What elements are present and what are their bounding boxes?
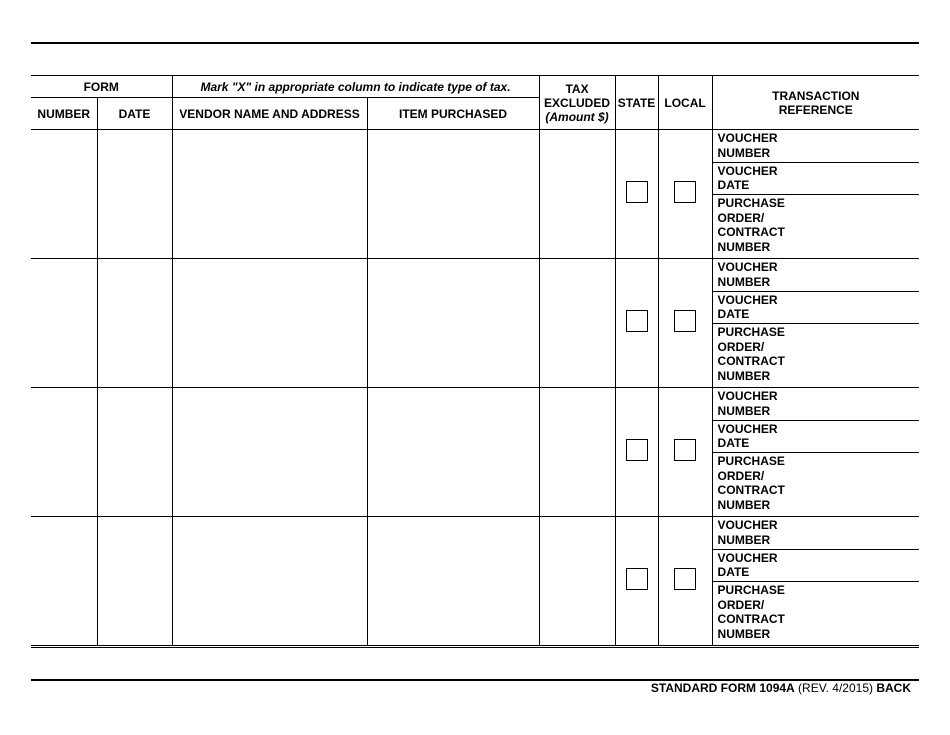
vendor-header: VENDOR NAME AND ADDRESS — [172, 98, 367, 130]
voucher-date-field[interactable] — [713, 550, 920, 583]
item-field[interactable] — [367, 130, 539, 259]
tax-excluded-header — [539, 76, 615, 130]
state-cell — [615, 388, 658, 517]
voucher-number-field[interactable] — [713, 517, 920, 550]
entry-row — [31, 388, 919, 517]
vendor-field[interactable] — [172, 388, 367, 517]
top-rule — [31, 42, 919, 44]
po-contract-number-label: PURCHASE ORDER/ CONTRACT NUMBER — [717, 583, 785, 641]
po-contract-number-label: PURCHASE ORDER/ CONTRACT NUMBER — [717, 454, 785, 512]
state-checkbox[interactable] — [626, 181, 648, 203]
vendor-field[interactable] — [172, 517, 367, 646]
form-number-field[interactable] — [31, 388, 97, 517]
mark-instruction: Mark "X" in appropriate column to indicate type of tax. — [172, 76, 539, 98]
voucher-number-label: VOUCHER NUMBER — [717, 260, 778, 289]
entry-row — [31, 517, 919, 646]
voucher-date-label: VOUCHER DATE — [717, 292, 778, 321]
local-cell — [658, 130, 712, 259]
voucher-number-label: VOUCHER NUMBER — [717, 389, 778, 418]
form-name: STANDARD FORM 1094A — [650, 681, 795, 695]
item-header: ITEM PURCHASED — [367, 98, 539, 130]
transaction-reference-cell — [712, 517, 919, 646]
entry-row — [31, 259, 919, 388]
voucher-date-field[interactable] — [713, 421, 920, 454]
po-contract-number-label: PURCHASE ORDER/ CONTRACT NUMBER — [717, 325, 785, 383]
number-header: NUMBER — [31, 98, 97, 130]
form-number-field[interactable] — [31, 517, 97, 646]
form-date-field[interactable] — [97, 130, 172, 259]
tax-amount-field[interactable] — [539, 388, 615, 517]
form-number-field[interactable] — [31, 130, 97, 259]
form-revision: (REV. 4/2015) — [798, 681, 873, 695]
voucher-number-label: VOUCHER NUMBER — [717, 131, 778, 160]
state-cell — [615, 517, 658, 646]
tax-exclusion-table — [31, 75, 919, 646]
voucher-date-label: VOUCHER DATE — [717, 550, 778, 579]
po-contract-number-field[interactable] — [713, 195, 920, 258]
transaction-reference-cell — [712, 388, 919, 517]
state-checkbox[interactable] — [626, 310, 648, 332]
po-contract-number-field[interactable] — [713, 324, 920, 387]
tax-amount-field[interactable] — [539, 517, 615, 646]
local-checkbox[interactable] — [674, 181, 696, 203]
po-contract-number-field[interactable] — [713, 453, 920, 516]
transaction-reference-cell — [712, 130, 919, 259]
item-field[interactable] — [367, 517, 539, 646]
po-contract-number-field[interactable] — [713, 582, 920, 645]
transaction-reference-header: TRANSACTION REFERENCE — [712, 76, 919, 130]
state-cell — [615, 130, 658, 259]
vendor-field[interactable] — [172, 130, 367, 259]
tax-amount-field[interactable] — [539, 259, 615, 388]
local-checkbox[interactable] — [674, 439, 696, 461]
local-checkbox[interactable] — [674, 568, 696, 590]
transaction-reference-cell — [712, 259, 919, 388]
voucher-date-label: VOUCHER DATE — [717, 163, 778, 192]
voucher-number-label: VOUCHER NUMBER — [717, 518, 778, 547]
form-side: BACK — [876, 681, 911, 695]
vendor-field[interactable] — [172, 259, 367, 388]
table-bottom-rule — [31, 647, 919, 648]
tax-excluded-label: TAX EXCLUDED — [544, 81, 611, 110]
state-header: STATE — [615, 76, 658, 130]
state-checkbox[interactable] — [626, 568, 648, 590]
voucher-number-field[interactable] — [713, 130, 920, 163]
po-contract-number-label: PURCHASE ORDER/ CONTRACT NUMBER — [717, 196, 785, 254]
local-checkbox[interactable] — [674, 310, 696, 332]
voucher-date-field[interactable] — [713, 292, 920, 325]
voucher-date-field[interactable] — [713, 163, 920, 196]
state-cell — [615, 259, 658, 388]
local-cell — [658, 388, 712, 517]
local-cell — [658, 259, 712, 388]
tax-amount-field[interactable] — [539, 130, 615, 259]
entry-row — [31, 130, 919, 259]
state-checkbox[interactable] — [626, 439, 648, 461]
voucher-number-field[interactable] — [713, 259, 920, 292]
form-date-field[interactable] — [97, 388, 172, 517]
local-header: LOCAL — [658, 76, 712, 130]
form-date-field[interactable] — [97, 259, 172, 388]
form-date-field[interactable] — [97, 517, 172, 646]
local-cell — [658, 517, 712, 646]
item-field[interactable] — [367, 388, 539, 517]
item-field[interactable] — [367, 259, 539, 388]
form-number-field[interactable] — [31, 259, 97, 388]
form-group-header: FORM — [31, 76, 172, 98]
amount-label: (Amount $) — [545, 109, 609, 124]
date-header: DATE — [97, 98, 172, 130]
form-footer — [651, 681, 911, 695]
voucher-date-label: VOUCHER DATE — [717, 421, 778, 450]
voucher-number-field[interactable] — [713, 388, 920, 421]
